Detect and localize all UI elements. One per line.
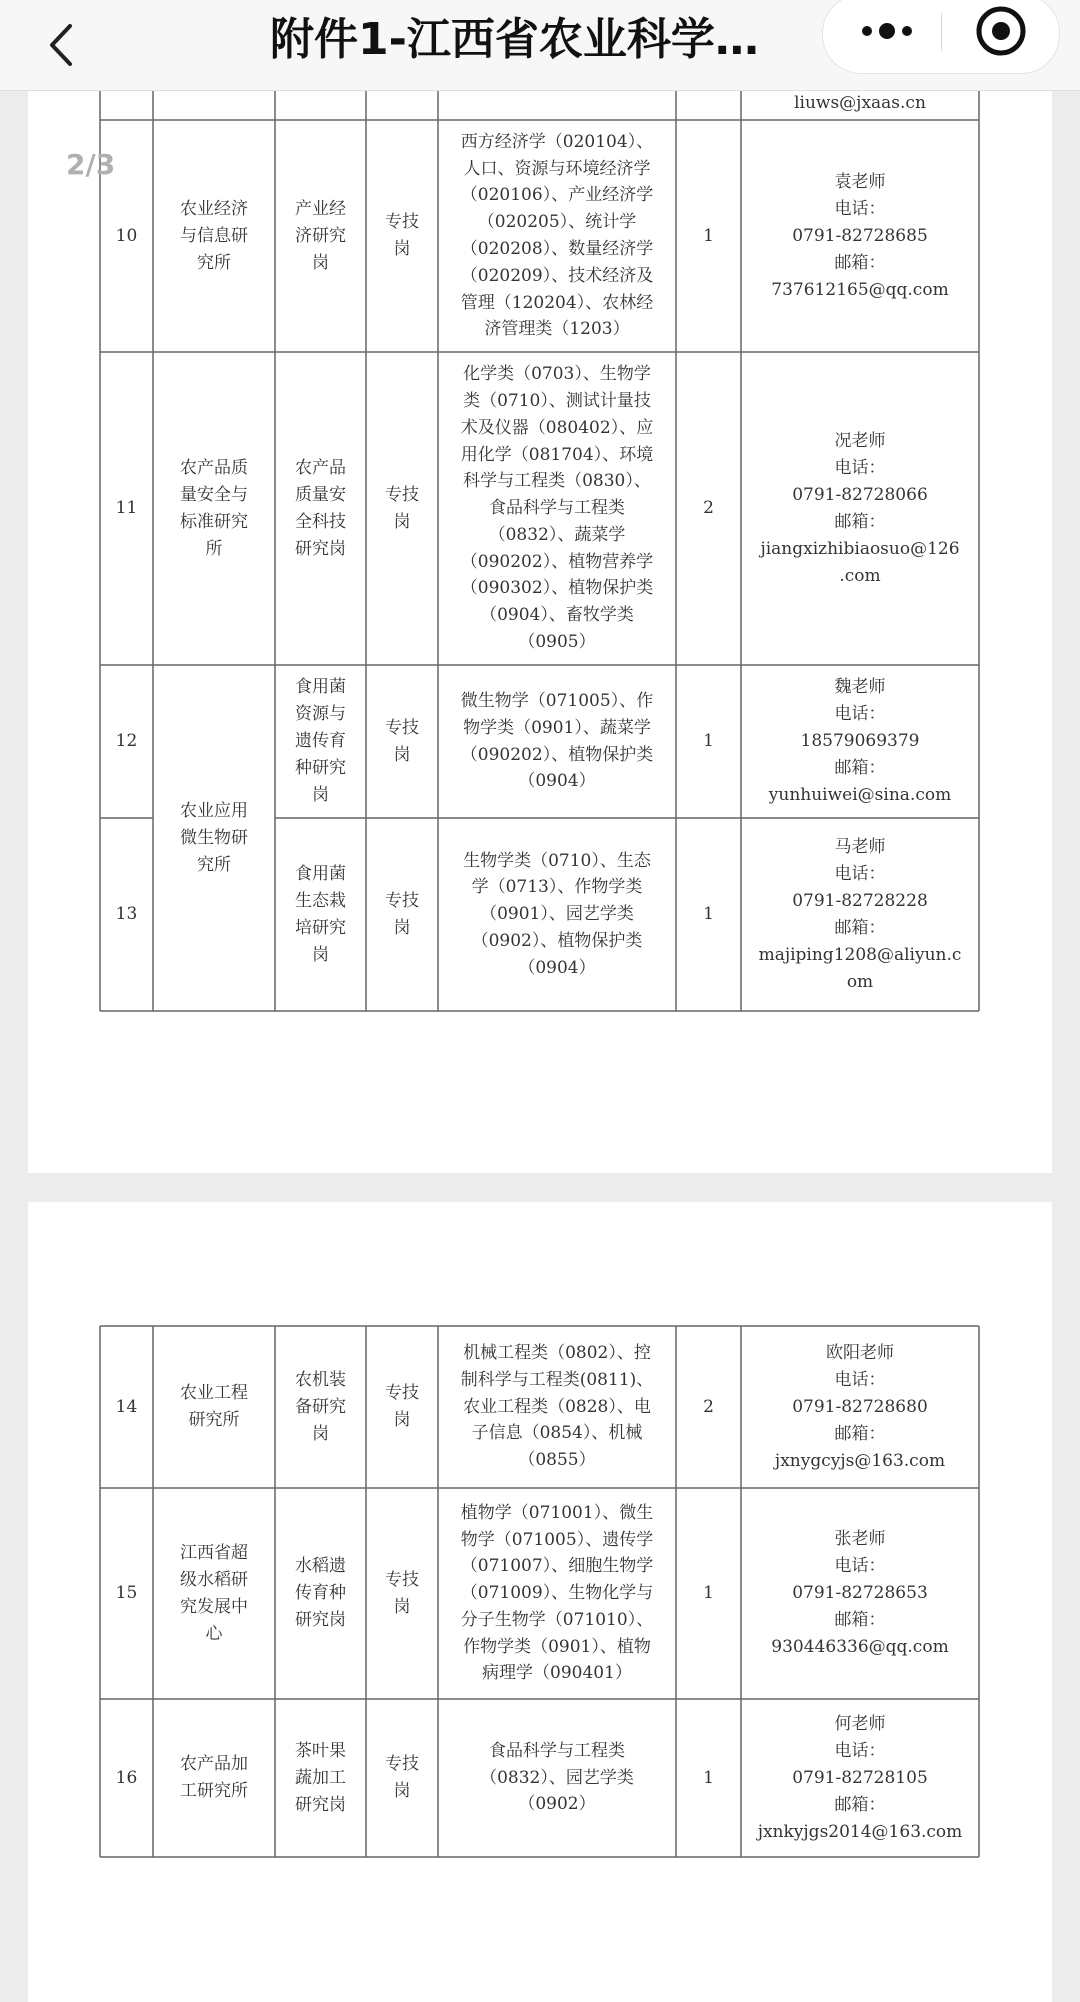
row-number: 16: [115, 1767, 138, 1788]
mini-program-capsule: [822, 0, 1060, 74]
count-cell: 1: [703, 1583, 714, 1603]
contact-cell: 张老师 电话： 0791-82728653 邮箱： 930446336@qq.com: [771, 1529, 949, 1657]
position-cell: 农产品 质量安 全科技 研究岗: [295, 457, 346, 559]
top-bar: [0, 0, 1080, 91]
row-number: 13: [115, 904, 138, 924]
more-dots-icon[interactable]: [857, 11, 917, 51]
row-number: 12: [115, 731, 138, 751]
row-number: 15: [115, 1583, 138, 1603]
contact-cell: 魏老师 电话： 18579069379 邮箱： yunhuiwei@sina.com: [768, 677, 952, 805]
contact-cell: 何老师 电话： 0791-82728105 邮箱： jxnkyjgs2014@163.com: [757, 1713, 963, 1842]
count-cell: 1: [703, 904, 714, 924]
type-cell: 专技 岗: [385, 1569, 419, 1617]
institute-cell-merged: 农业应用 微生物研 究所: [180, 800, 248, 875]
major-cell: 微生物学（071005）、作 物学类（0901）、蔬菜学 （090202）、植物保护类 （0904）: [460, 690, 654, 792]
major-cell: 化学类（0703）、生物学 类（0710）、测试计量技 术及仪器（080402）、应 用化学（081704）、环境 科学与工程类（0830）、 食品科学与工程类 （0832）、蔬菜学 （090202）、植物营养学 （090302）、植物保护类 （0904）、畜牧学类 （0905）: [460, 364, 654, 653]
count-cell: 1: [703, 225, 714, 246]
count-cell: 1: [703, 731, 714, 751]
capsule-divider: [941, 13, 942, 51]
contact-cell: 况老师 电话： 0791-82728066 邮箱： jiangxizhibiaosuo@126 .com: [760, 430, 960, 586]
count-cell: 1: [703, 1767, 714, 1788]
page-indicator: 2/3: [66, 148, 116, 181]
chevron-left-icon[interactable]: [40, 22, 86, 68]
type-cell: 专技 岗: [385, 717, 419, 765]
position-cell: 茶叶果 蔬加工 研究岗: [295, 1740, 346, 1815]
major-cell: 生物学类（0710）、生态 学（0713）、作物学类 （0901）、园艺学类 （0902）、植物保护类 （0904）: [463, 850, 651, 978]
position-cell: 水稻遗 传育种 研究岗: [295, 1556, 346, 1630]
major-cell: 植物学（071001）、微生 物学（071005）、遗传学 （071007）、细胞生物学 （071009）、生物化学与 分子生物学（071010）、 作物学类（0901）、植物 病理学（090401）: [460, 1502, 654, 1684]
contact-cell: 欧阳老师 电话： 0791-82728680 邮箱： jxnygcyjs@163.com: [774, 1342, 946, 1471]
type-cell: 专技 岗: [385, 1383, 419, 1430]
position-cell: 农机装 备研究 岗: [295, 1369, 346, 1444]
document-page-2: [28, 1202, 1052, 2002]
partial-contact-cell: liuws@jxaas.cn: [794, 92, 926, 113]
contact-cell: 袁老师 电话： 0791-82728685 邮箱： 737612165@qq.com: [771, 171, 949, 300]
count-cell: 2: [703, 498, 714, 518]
row-number: 14: [115, 1396, 138, 1417]
institute-cell: 农产品加 工研究所: [180, 1754, 248, 1801]
major-cell: 食品科学与工程类 （0832）、园艺学类 （0902）: [480, 1740, 634, 1815]
contact-cell: 马老师 电话： 0791-82728228 邮箱： majiping1208@aliyun.c om: [758, 836, 962, 992]
row-number: 10: [115, 225, 138, 246]
type-cell: 专技 岗: [385, 212, 419, 259]
position-cell: 食用菌 资源与 遗传育 种研究 岗: [295, 677, 346, 805]
row-number: 11: [115, 498, 138, 518]
institute-cell: 农业工程 研究所: [180, 1383, 248, 1430]
major-cell: 西方经济学（020104）、 人口、资源与环境经济学 （020106）、产业经济学 （020205）、统计学 （020208）、数量经济学 （020209）、技术经济及 管理（120204）、农林经 济管理类（1203）: [460, 131, 654, 340]
target-close-icon[interactable]: [973, 3, 1029, 59]
position-cell: 产业经 济研究 岗: [295, 198, 346, 273]
institute-cell: 江西省超 级水稻研 究发展中 心: [180, 1542, 248, 1644]
type-cell: 专技 岗: [385, 484, 419, 532]
institute-cell: 农业经济 与信息研 究所: [180, 198, 248, 273]
document-page-1: [28, 60, 1052, 1173]
major-cell: 机械工程类（0802）、控 制科学与工程类(0811)、 农业工程类（0828）、电 子信息（0854）、机械 （0855）: [460, 1343, 654, 1471]
type-cell: 专技 岗: [385, 890, 419, 938]
type-cell: 专技 岗: [385, 1754, 419, 1801]
count-cell: 2: [703, 1396, 714, 1417]
position-cell: 食用菌 生态栽 培研究 岗: [295, 863, 346, 965]
document-title: 附件1-江西省农业科学…: [270, 14, 759, 65]
institute-cell: 农产品质 量安全与 标准研究 所: [180, 457, 248, 559]
